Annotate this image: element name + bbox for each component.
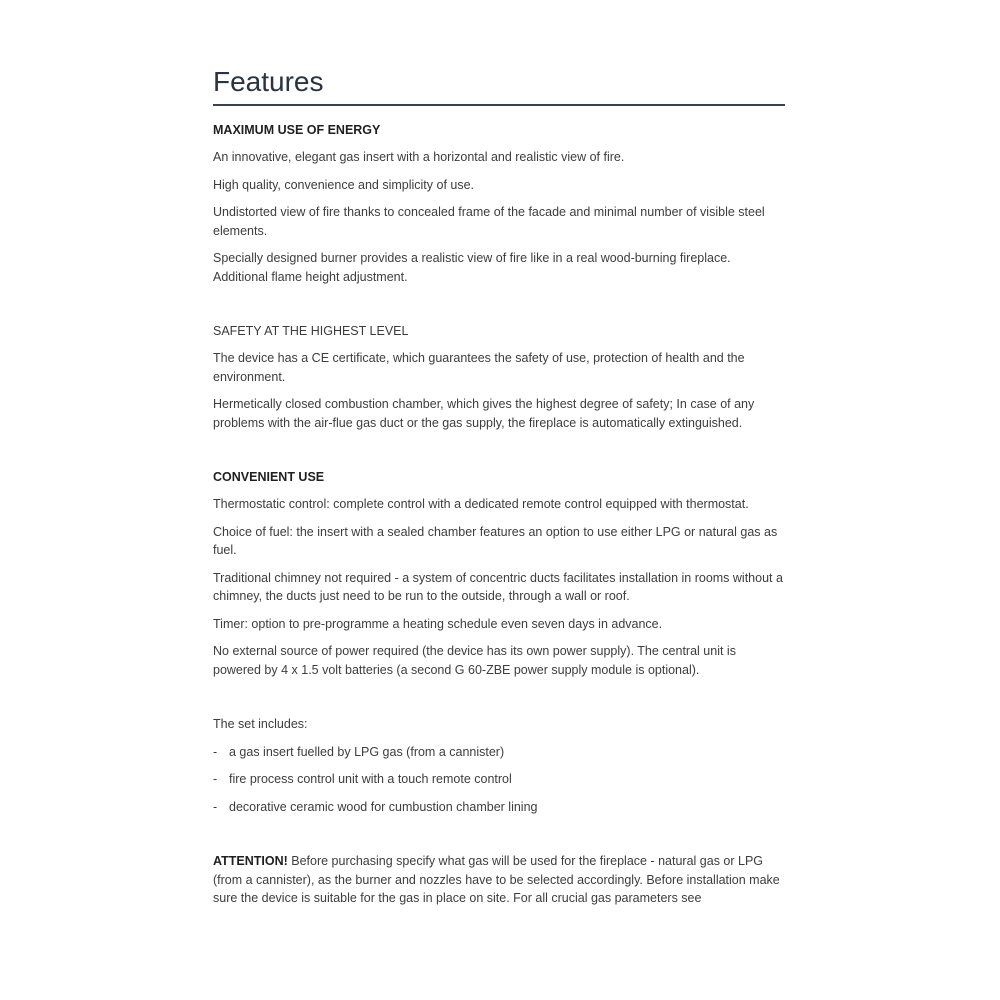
list-item-text: decorative ceramic wood for cumbustion chamber lining (229, 799, 538, 814)
paragraph: An innovative, elegant gas insert with a horizontal and realistic view of fire. (213, 150, 625, 164)
paragraph: The device has a CE certificate, which guarantees the safety of use, protection of health and the environment. (213, 351, 745, 384)
attention-text: Before purchasing specify what gas will be used for the fireplace - natural gas or LPG (from a cannister), as the burner and nozzles have to be selected accordingly. Before installation make sure the device is suitable for the gas in place on site. For all crucial gas parameters see (213, 854, 780, 905)
section-convenient-use (213, 468, 785, 679)
page-title: Features (213, 66, 324, 97)
paragraph: High quality, convenience and simplicity of use. (213, 177, 475, 192)
paragraph: No external source of power required (the device has its own power supply). The central unit is powered by 4 x 1.5 volt batteries (a second G 60-ZBE power supply module is optional). (213, 644, 736, 677)
list-item (213, 798, 785, 817)
document-content (213, 62, 785, 908)
list-item-text: fire process control unit with a touch remote control (229, 772, 512, 786)
list-item-text: a gas insert fuelled by LPG gas (from a cannister) (229, 744, 505, 759)
paragraph: Timer: option to pre-programme a heating schedule even seven days in advance. (213, 616, 663, 631)
paragraph: Traditional chimney not required - a system of concentric ducts facilitates installation in rooms without a chimney, the ducts just need to be run to the outside, through a wall or roof. (213, 570, 783, 603)
paragraph: Choice of fuel: the insert with a sealed chamber features an option to use either LPG or natural gas as fuel. (213, 524, 778, 557)
attention-label: ATTENTION! (213, 854, 288, 868)
section-heading: SAFETY AT THE HIGHEST LEVEL (213, 324, 409, 338)
section-heading: MAXIMUM USE OF ENERGY (213, 123, 381, 137)
title-underline (213, 104, 785, 106)
paragraph: Hermetically closed combustion chamber, which gives the highest degree of safety; In case of any problems with the air-flue gas duct or the gas supply, the fireplace is automatically extinguished. (213, 397, 755, 430)
paragraph: Thermostatic control: complete control with a dedicated remote control equipped with thermostat. (213, 497, 749, 511)
paragraph: Specially designed burner provides a realistic view of fire like in a real wood-burning fireplace. Additional flame height adjustment. (213, 251, 731, 284)
list-marker: - (213, 799, 218, 814)
list-item (213, 743, 785, 762)
list-marker: - (213, 744, 218, 759)
section-safety (213, 322, 785, 432)
paragraph: Undistorted view of fire thanks to concealed frame of the facade and minimal number of visible steel elements. (213, 205, 765, 238)
section-heading: CONVENIENT USE (213, 470, 325, 484)
set-includes (213, 715, 785, 816)
set-intro: The set includes: (213, 717, 308, 731)
attention-note (213, 852, 785, 908)
list-marker: - (213, 772, 218, 786)
section-maximum-use-of-energy (213, 121, 785, 286)
list-item (213, 770, 785, 789)
